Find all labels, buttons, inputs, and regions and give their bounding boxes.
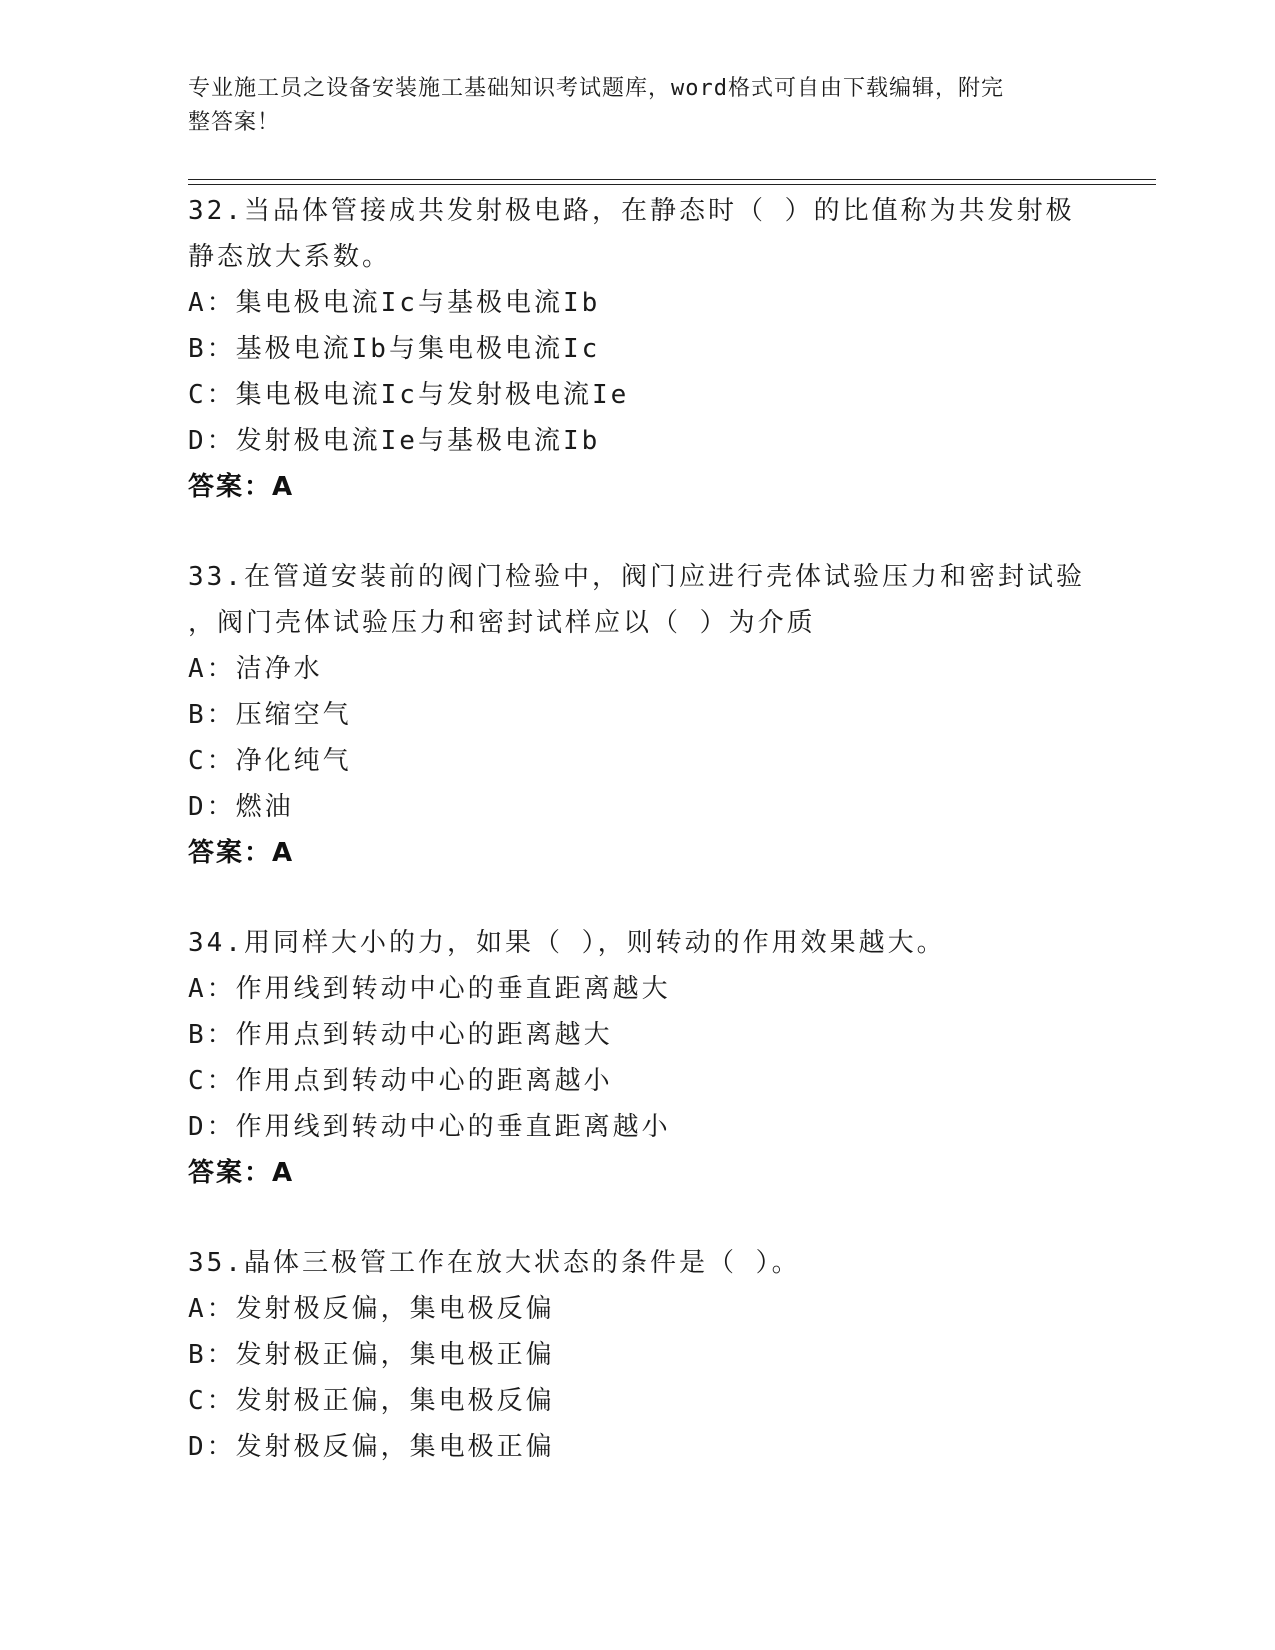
option-c: C：集电极电流Ic与发射极电流Ie [188,380,630,410]
header-line-1: 专业施工员之设备安装施工基础知识考试题库，word格式可自由下载编辑，附完 [188,76,1004,101]
question-32 [188,188,1088,510]
question-33 [188,554,1088,876]
option-b: B：压缩空气 [188,700,352,730]
option-a: A：发射极反偏，集电极反偏 [188,1294,555,1324]
option-d: D：发射极反偏，集电极正偏 [188,1432,555,1462]
stem-line: 35.晶体三极管工作在放大状态的条件是（ ）。 [188,1248,801,1278]
option-c: C：作用点到转动中心的距离越小 [188,1066,613,1096]
stem-line: 34.用同样大小的力，如果（ ），则转动的作用效果越大。 [188,928,946,958]
option-d: D：燃油 [188,792,294,822]
question-list [188,188,1088,1514]
option-a: A：集电极电流Ic与基极电流Ib [188,288,601,318]
option-c: C：净化纯气 [188,746,352,776]
question-34 [188,920,1088,1196]
option-d: D：作用线到转动中心的垂直距离越小 [188,1112,671,1142]
answer: 答案：A [188,1158,295,1188]
question-stem [188,1240,1088,1286]
answer: 答案：A [188,472,295,502]
question-35 [188,1240,1088,1470]
stem-line: ，阀门壳体试验压力和密封试样应以（ ）为介质 [188,608,816,638]
question-stem [188,188,1088,280]
question-stem [188,554,1088,646]
option-a: A：作用线到转动中心的垂直距离越大 [188,974,671,1004]
stem-line: 32.当品体管接成共发射极电路，在静态时（ ）的比值称为共发射极 [188,196,1075,226]
stem-line: 静态放大系数。 [188,242,392,272]
option-c: C：发射极正偏，集电极反偏 [188,1386,555,1416]
header-line-2: 整答案！ [188,110,281,135]
stem-line: 33.在管道安装前的阀门检验中，阀门应进行壳体试验压力和密封试验 [188,562,1085,592]
header-divider-top [188,179,1156,180]
question-stem [188,920,1088,966]
header-divider-bottom [188,184,1156,185]
option-d: D：发射极电流Ie与基极电流Ib [188,426,601,456]
option-a: A：洁净水 [188,654,323,684]
answer: 答案：A [188,838,295,868]
option-b: B：基极电流Ib与集电极电流Ic [188,334,601,364]
option-b: B：发射极正偏，集电极正偏 [188,1340,555,1370]
document-header [188,72,1088,140]
option-b: B：作用点到转动中心的距离越大 [188,1020,613,1050]
